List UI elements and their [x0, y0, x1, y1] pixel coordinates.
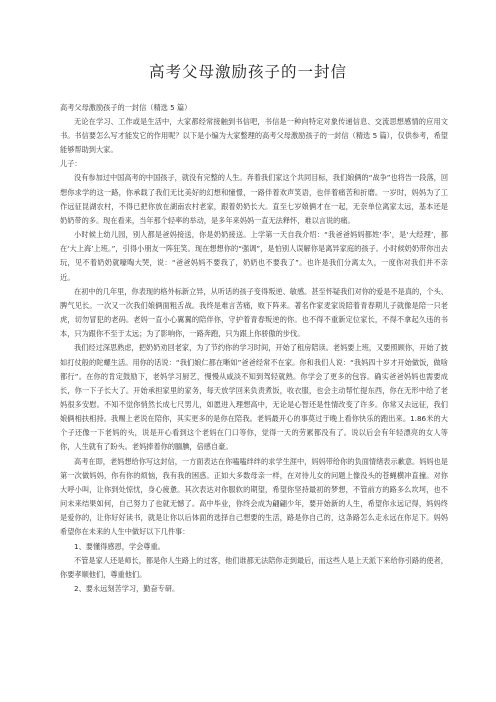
paragraph: 不管是家人还是师长，都是你人生路上的过客，他们谁都无法陪你走到最后，而这些人是上天派下来给你引路的使者，你要孝顺他们，尊重他们。 — [60, 555, 448, 579]
list-item-heading: 2、要永远刻苦学习，勤奋专研。 — [74, 584, 180, 593]
paragraph: 小时候上幼儿园，别人都是爸妈接送，你是奶奶接送。上学第一天自我介绍：“我爸爸妈妈都姓‘李’，是‘大经理’，都在‘大上海’上班。”，引得小朋友一阵狂笑。现在想想你的“强调”，是怕别人误解你是离异家庭的孩子。小时候奶奶带你出去玩，见不着奶奶就嚎啕大哭，说：“爸爸妈妈不要我了，奶奶也不要我了”。也许是我们分离太久，一度你对我们并不亲近。 — [60, 230, 448, 282]
paragraph: 我们经过深思熟虑，把奶奶劝回老家，为了节约你的学习时间，开始了租房陪读。老妈要上班，又要照顾你，开始了披如打仗般的陀螺生活。用你的话说：“我们娘仁都在晰如”爸爸经常不在家。你和我们人说：“我妈四十岁才开始做饭，做啥都行”。在你的肯定鼓励下，老妈学习厨艺，慢慢从咸淡不知到驾轻就熟。你学会了更多的包容。确实爸爸妈妈也需要成长，你一下子长大了。开始承担家里的家务，每天放学回来负责煮饭，收衣服，也会主动帮忙提东西，你在无形中给了老妈很多安慰。不知不觉你悄然长成七尺男儿，如愿进入理想高中，无论是心智还是性情改变了许多。你常又去远征，我们娘俩相扶相持。我赐上老说在陪你，其实更多的是你在陪我。老妈最开心的事莫过于晚上看你快乐的跑出来。1.86米的大个子还像一下老妈的头，说是开心看到这个老妈在门口等你，觉得一天的劳累都没有了。说以后会有年轻漂亮的女人等你，人生就有了盼头。老妈捧着你的腼腆，倍感自豪。 — [60, 343, 448, 452]
list-item-heading: 1、要懂得感恩，学会尊重。 — [74, 541, 165, 551]
paragraph: 在初中的几年里，你表现的格外标新立异，从听话的孩子变得叛逆、敏感。甚至怀疑我们对你的爱是不是真的，个头、脾气见长。一次又一次我们娘俩面粗舌战。我终是难言苦痛，败下阵来。著名作家麦家说陪着青春期儿子就像是陪一只老虎，切勿冒犯的老码。老妈一直小心翼翼的陪伴你，守护着青春叛逆的你。也不得不重新定位家长，不得不拿起久违的书本，只为跟你不至于太远；为了影响你，一路奔跑，只为跟上你骄傲的步伐。 — [60, 286, 448, 339]
salutation: 儿子： — [60, 159, 82, 169]
paragraph: 没有参加过中国高考的中国孩子，就没有完整的人生。奔着我们家这个共同目标，我们娘俩的“战争”也将告一段落，回想你求学的这一路，你承载了我们无比美好的幻想和憧憬，一路伴着欢声笑语，也伴着痛苦和折磨。一岁时，妈妈为了工作远征昆湖农村，不得已把你放在湖南农村老家，跟着奶奶长大。直至七岁娘俩才在一起，无奈单位离家太远，基本还是奶奶带的多。现在看来，当年那个轻率的举动，是多年来妈妈一直无法释怀，难以言说的痛。 — [60, 173, 449, 225]
paragraph: 高考在即，老妈想给你写这封信，一方面表达在你嗑嗑绊绊的求学生涯中，妈妈带给你的负面情绪表示歉意。妈妈也是第一次做妈妈，你有你的烦恼，我有我的困惑。正如大多数母亲一样，在对待儿女的问题上像没头的苍蝇横冲直撞。对你大呼小叫，让你到处惊忧，身心疲惫。其次表达对你服软的期望，希望你坚持最初的梦想，不管前方的路多么坎坷，也不问未来结果如何，自己努力了也就无憾了。高中毕业，你终会成为翩翩少年，要开始新的人生，希望你永远记得，妈妈终是爱你的，让你好好读书，就是让你以后体面的选择自己想要的生活，路是你自己的，这条路怎么走永远在你足下。妈妈希望你在未来的人生中做好以下几件事： — [60, 456, 448, 537]
intro-description: 无论在学习、工作或是生活中，大家都经常接触到书信吧，书信是一种向特定对象传递信息、交流思想感情的应用文书。书信要怎么写才能发它的作用呢？以下是小编为大家整理的高考父母激励孩子的一封信（精选 5 篇），仅供参考，希望能够帮助到大家。 — [60, 117, 448, 155]
intro-description-wrap — [60, 115, 448, 157]
intro-subtitle: 高考父母激励孩子的一封信（精选 5 篇） — [60, 103, 192, 112]
letter-body — [60, 171, 448, 596]
document-title: 高考父母激励孩子的一封信 — [148, 63, 347, 81]
intro-block — [60, 101, 448, 171]
